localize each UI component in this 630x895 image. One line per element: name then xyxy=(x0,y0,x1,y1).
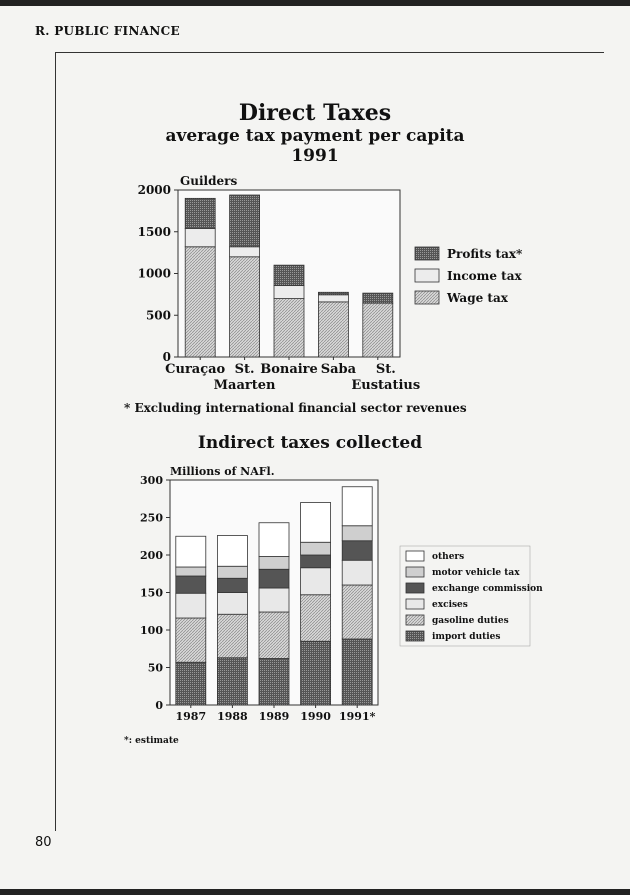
chart2-bar-motor-vehicle-tax xyxy=(342,526,372,541)
chart2-bar-others xyxy=(176,536,206,567)
chart2-bar-gasoline-duties xyxy=(342,585,372,639)
chart2-bar-gasoline-duties xyxy=(217,614,247,658)
chart1-ytick-label: 1000 xyxy=(137,266,171,281)
chart2-ytick-label: 250 xyxy=(140,511,163,525)
chart2-bar-exchange-commission xyxy=(342,541,372,561)
chart1-title: Direct Taxes xyxy=(238,100,392,126)
chart1-bar-profits-tax- xyxy=(363,293,393,303)
chart2-legend-label: import duties xyxy=(432,632,501,642)
chart2-xtick-label: 1989 xyxy=(258,710,290,723)
chart1-bar-income-tax xyxy=(318,295,348,302)
chart1-legend-swatch xyxy=(415,291,439,304)
chart1-legend-label: Wage tax xyxy=(447,291,508,305)
chart2-xtick-label: 1991* xyxy=(339,710,376,723)
chart1-xtick-label: Maarten xyxy=(213,378,276,393)
chart2-bar-import-duties xyxy=(217,658,247,705)
chart2-xtick-label: 1988 xyxy=(217,710,248,723)
chart1-legend-swatch xyxy=(415,269,439,282)
chart1-xtick-label: Eustatius xyxy=(351,378,421,393)
chart2-legend-swatch xyxy=(406,631,424,641)
chart2-bar-motor-vehicle-tax xyxy=(176,567,206,576)
chart2-bar-excises xyxy=(342,560,372,585)
chart2-bar-import-duties xyxy=(259,659,289,706)
chart2-ytick-label: 150 xyxy=(140,586,163,600)
chart2-bar-excises xyxy=(217,593,247,615)
chart1-bar-income-tax xyxy=(185,228,215,246)
chart2-bar-exchange-commission xyxy=(301,555,331,568)
chart2-ytick-label: 0 xyxy=(155,699,163,712)
chart2-bar-motor-vehicle-tax xyxy=(259,557,289,570)
chart2-bar-gasoline-duties xyxy=(301,595,331,642)
chart1-bar-wage-tax xyxy=(363,303,393,357)
chart2-footnote: *: estimate xyxy=(124,736,179,746)
chart2-bar-import-duties xyxy=(301,641,331,705)
chart2-legend-label: gasoline duties xyxy=(432,616,509,626)
section-header: R. PUBLIC FINANCE xyxy=(35,24,180,38)
chart2-legend-swatch xyxy=(406,599,424,609)
chart1-bar-wage-tax xyxy=(318,302,348,357)
chart1-ytick-label: 0 xyxy=(162,350,171,364)
chart2-ytick-label: 50 xyxy=(147,661,163,675)
chart1-xtick-label: Curaçao xyxy=(165,362,226,377)
chart2-bar-excises xyxy=(259,588,289,612)
chart2-bar-exchange-commission xyxy=(259,569,289,588)
chart1-bar-wage-tax xyxy=(230,257,260,357)
chart1-legend-label: Profits tax* xyxy=(447,247,523,261)
chart2-bar-others xyxy=(301,503,331,543)
chart1-legend-swatch xyxy=(415,247,439,260)
chart2-legend-swatch xyxy=(406,567,424,577)
chart2-bar-gasoline-duties xyxy=(176,618,206,662)
chart2-legend-label: others xyxy=(432,552,465,562)
chart1-legend-label: Income tax xyxy=(447,269,522,283)
chart1-bar-profits-tax- xyxy=(185,198,215,228)
chart1-bar-wage-tax xyxy=(185,247,215,357)
chart2-title: Indirect taxes collected xyxy=(197,433,423,453)
chart1-xtick-label: St. xyxy=(375,362,396,377)
chart1-xtick-label: Bonaire xyxy=(260,362,318,377)
chart1-xtick-label: St. xyxy=(234,362,255,377)
chart2-bar-others xyxy=(259,523,289,557)
chart2-bar-import-duties xyxy=(176,662,206,705)
chart2-bar-excises xyxy=(301,568,331,595)
chart1-bar-income-tax xyxy=(230,247,260,257)
chart2-ytick-label: 100 xyxy=(140,624,163,637)
chart1-ytick-label: 2000 xyxy=(137,183,171,197)
chart2-ytick-label: 200 xyxy=(140,549,163,562)
page-number: 80 xyxy=(35,835,52,850)
chart2-xtick-label: 1990 xyxy=(300,710,331,723)
chart2-ytick-label: 300 xyxy=(140,474,163,487)
chart2-bar-exchange-commission xyxy=(176,576,206,593)
chart2-bar-import-duties xyxy=(342,639,372,705)
chart2-bar-others xyxy=(217,536,247,567)
chart2-bar-motor-vehicle-tax xyxy=(217,566,247,578)
chart1-footnote: * Excluding international financial sector revenues xyxy=(124,401,467,415)
chart2-legend-swatch xyxy=(406,583,424,593)
chart2-bar-gasoline-duties xyxy=(259,612,289,659)
chart2-ylabel: Millions of NAFl. xyxy=(170,465,275,478)
chart2-xtick-label: 1987 xyxy=(175,710,207,723)
chart2-legend-label: motor vehicle tax xyxy=(432,568,520,578)
chart1-bar-profits-tax- xyxy=(230,195,260,247)
chart2-legend-label: excises xyxy=(432,600,468,610)
chart1-subtitle: average tax payment per capita xyxy=(165,126,465,146)
chart1-ylabel: Guilders xyxy=(180,174,238,188)
chart2-bar-motor-vehicle-tax xyxy=(301,542,331,555)
chart1-bar-profits-tax- xyxy=(274,265,304,285)
chart1-xtick-label: Saba xyxy=(320,362,357,377)
chart2-legend-swatch xyxy=(406,551,424,561)
chart2-bar-others xyxy=(342,487,372,526)
chart1-year: 1991 xyxy=(291,146,339,166)
chart2-legend-swatch xyxy=(406,615,424,625)
chart2-bar-excises xyxy=(176,593,206,618)
chart1-bar-income-tax xyxy=(274,286,304,299)
chart1-bar-wage-tax xyxy=(274,299,304,357)
chart2-legend-label: exchange commission xyxy=(432,584,543,594)
chart1-ytick-label: 500 xyxy=(145,308,171,323)
chart2-bar-exchange-commission xyxy=(217,578,247,592)
chart1-bar-profits-tax- xyxy=(318,292,348,295)
chart1-ytick-label: 1500 xyxy=(137,224,171,239)
